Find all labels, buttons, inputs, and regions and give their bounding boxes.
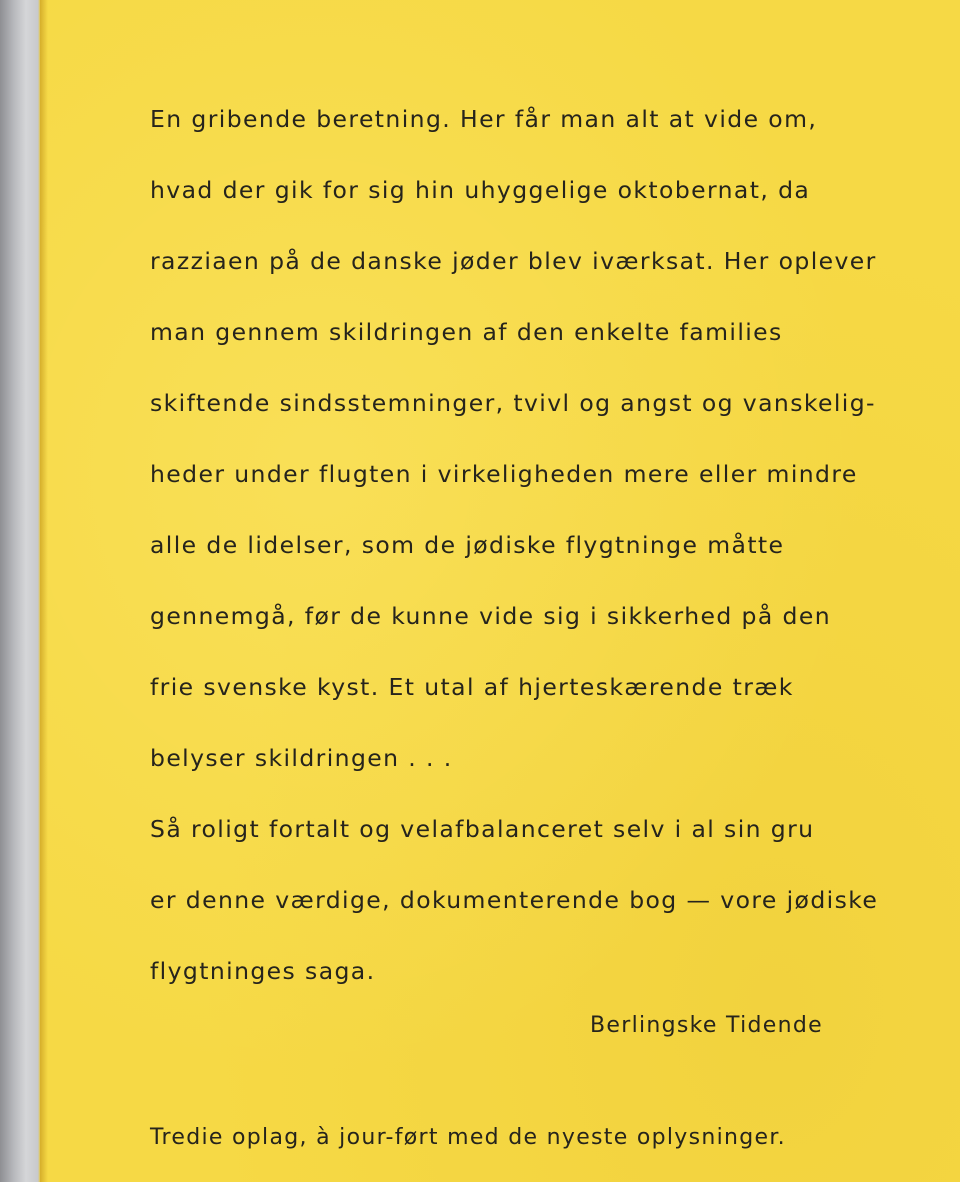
blurb-line-4: man gennem skildringen af den enkelte families	[150, 318, 783, 346]
cover-edge-shadow	[40, 0, 48, 1182]
edition-note: Tredie oplag, à jour-ført med de nyeste oplysninger.	[150, 1125, 786, 1150]
blurb-line-10: belyser skildringen . . .	[150, 744, 453, 772]
blurb-line-1: En gribende beretning. Her får man alt at vide om,	[150, 105, 818, 133]
blurb-line-2: hvad der gik for sig hin uhyggelige oktobernat, da	[150, 176, 811, 204]
blurb-line-11: Så roligt fortalt og velafbalanceret selv i al sin gru	[150, 815, 815, 843]
blurb-line-3: razziaen på de danske jøder blev iværksat. Her oplever	[150, 247, 877, 275]
blurb-line-5: skiftende sindsstemninger, tvivl og angst og vanskelig-	[150, 389, 876, 417]
blurb-line-12: er denne værdige, dokumenterende bog — vore jødiske	[150, 886, 879, 914]
blurb-line-9: frie svenske kyst. Et utal af hjerteskærende træk	[150, 673, 794, 701]
blurb-source: Berlingske Tidende	[590, 1013, 823, 1038]
blurb-line-7: alle de lidelser, som de jødiske flygtninge måtte	[150, 531, 785, 559]
blurb-line-6: heder under flugten i virkeligheden mere eller mindre	[150, 460, 858, 488]
blurb-line-13: flygtninges saga.	[150, 957, 376, 985]
blurb-line-8: gennemgå, før de kunne vide sig i sikkerhed på den	[150, 602, 831, 630]
